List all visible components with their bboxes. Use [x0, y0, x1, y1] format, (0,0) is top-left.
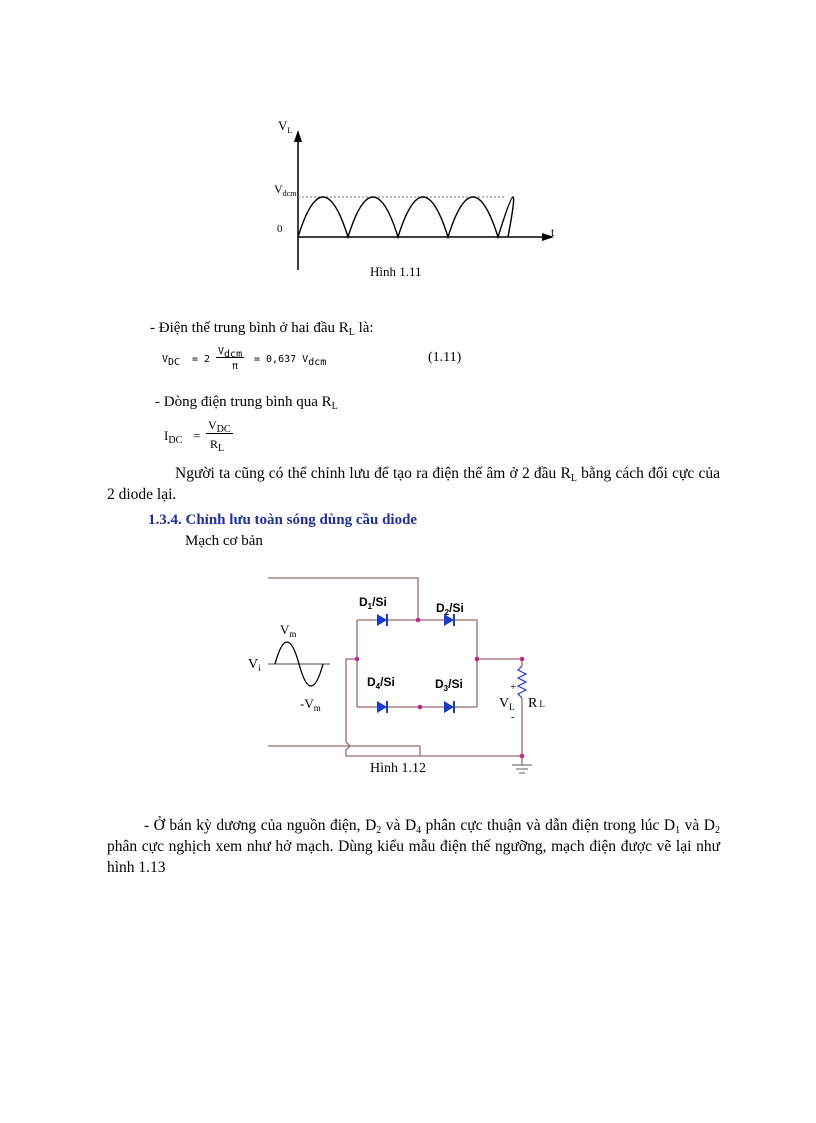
figure-1-11	[260, 110, 580, 285]
vi-label: $V_i$	[248, 657, 261, 673]
vm-label: $V_m$	[280, 622, 297, 639]
d2-label: $D_2/Si$	[436, 601, 464, 617]
diode-d3-icon	[444, 701, 454, 713]
diode-d4-icon	[377, 701, 387, 713]
plus-sign: +	[510, 681, 517, 693]
zero-label: 0	[277, 223, 283, 235]
formula-current: $I_{DC}$ = $V_{DC}$ $R_L$	[164, 418, 231, 454]
peak-label: $V_{dcm}$	[274, 182, 297, 198]
section-heading: 1.3.4. Chỉnh lưu toàn sóng dùng cầu diode	[148, 512, 418, 528]
figure-caption: Hình 1.12	[370, 761, 426, 776]
equation-number: (1.11)	[428, 350, 462, 365]
rl-label: R L	[528, 696, 545, 711]
neg-vm-label: $-V_m$	[300, 696, 321, 713]
y-axis-label: $V_L$	[278, 118, 293, 135]
figure-1-12	[240, 570, 560, 780]
d4-label: $D_4/Si$	[367, 675, 395, 691]
vl-label: $V_L$	[499, 696, 515, 712]
d3-label: $D_3/Si$	[435, 677, 463, 693]
diode-d1-icon	[377, 614, 387, 626]
avg-current-intro: - Dòng điện trung bình qua $R_L$	[155, 394, 338, 412]
paragraph-positive-halfcycle: - Ở bán kỳ dương của nguồn điện, $D_2$ và $D_4$ phân cực thuận và dẫn điện trong lúc $D_1$ và $D_2$ phân cực nghịch xem như hở mạch. Dùng kiểu mẫu điện thế ngưỡng, mạch điện được vẽ lại như hình 1.13	[107, 817, 720, 876]
d1-label: $D_1/Si$	[359, 595, 387, 611]
minus-sign: -	[511, 711, 515, 723]
ground-icon	[512, 765, 532, 773]
rectified-wave	[298, 197, 514, 237]
paragraph-negative-voltage: Người ta cũng có thể chỉnh lưu để tạo ra điện thế âm ở 2 đầu $R_L$ bằng cách đổi cực của 2 diode lại.	[107, 465, 721, 503]
avg-voltage-intro: - Điện thế trung bình ở hai đầu $R_L$ là:	[150, 320, 374, 338]
section-subheading: Mạch cơ bản	[185, 533, 263, 549]
load-resistor	[518, 666, 526, 698]
y-axis-arrow	[294, 130, 302, 142]
circuit-wires	[268, 578, 522, 765]
x-axis-label: t	[551, 225, 555, 239]
figure-caption: Hình 1.11	[370, 264, 422, 279]
formula-1-11: $V_{DC}$ = 2 $V_{dcm}$ π = 0,637 $V_{dcm}$ (1.11)	[162, 346, 462, 372]
